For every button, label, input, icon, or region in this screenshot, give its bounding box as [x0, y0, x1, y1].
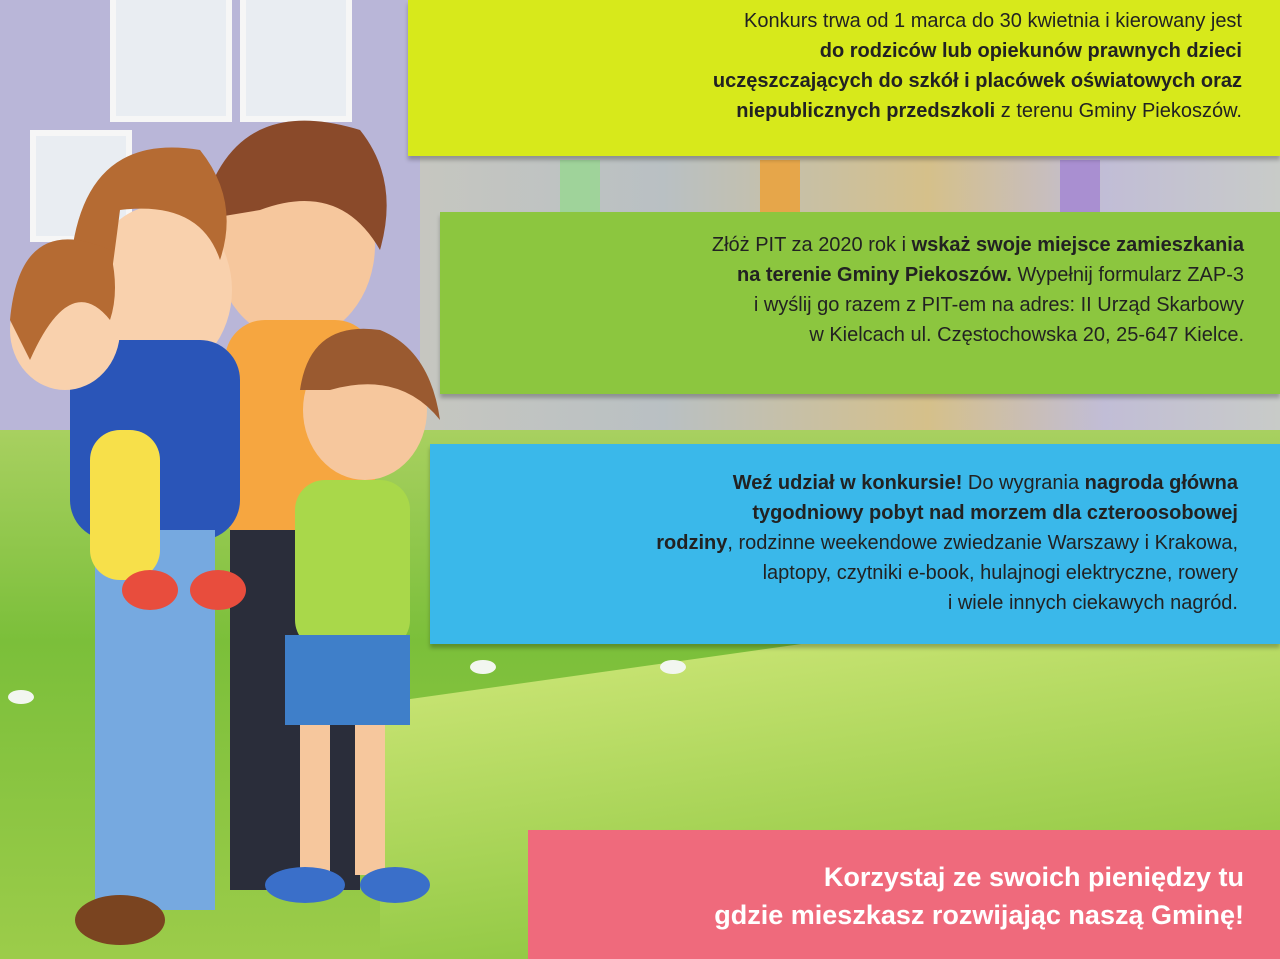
slogan-line-1: Korzystaj ze swoich pieniędzy tu	[823, 862, 1244, 892]
pit-instructions-panel	[440, 212, 1280, 394]
prizes-line-4: laptopy, czytniki e-book, hulajnogi elektryczne, rowery	[762, 562, 1238, 584]
prizes-line-2: tygodniowy pobyt nad morzem dla czteroosobowej	[752, 502, 1238, 524]
pit-line-1: Złóż PIT za 2020 rok i wskaż swoje miejsce zamieszkania	[711, 234, 1244, 256]
cartoon-family-icon	[0, 90, 470, 959]
contest-audience-line-3: niepublicznych przedszkoli z terenu Gminy Piekoszów.	[736, 100, 1242, 122]
contest-audience-line-2: uczęszczających do szkół i placówek oświatowych oraz	[712, 70, 1242, 92]
slogan-panel	[528, 830, 1280, 959]
contest-dates-line: Konkurs trwa od 1 marca do 30 kwietnia i kierowany jest	[743, 10, 1242, 32]
prizes-panel	[430, 444, 1280, 644]
pit-line-3: i wyślij go razem z PIT-em na adres: II Urząd Skarbowy	[753, 294, 1244, 316]
pit-line-2: na terenie Gminy Piekoszów. Wypełnij formularz ZAP-3	[736, 264, 1244, 286]
contest-info-panel	[408, 0, 1280, 156]
prizes-line-5: i wiele innych ciekawych nagród.	[947, 592, 1238, 614]
flower	[470, 660, 496, 674]
contest-audience-line: do rodziców lub opiekunów prawnych dzieci	[819, 40, 1242, 62]
prizes-line-1: Weź udział w konkursie! Do wygrania nagroda główna	[732, 472, 1238, 494]
pit-address-line: w Kielcach ul. Częstochowska 20, 25-647 Kielce.	[809, 324, 1244, 346]
flower	[660, 660, 686, 674]
slogan-line-2: gdzie mieszkasz rozwijając naszą Gminę!	[714, 900, 1244, 930]
prizes-line-3: rodziny, rodzinne weekendowe zwiedzanie Warszawy i Krakowa,	[656, 532, 1238, 554]
